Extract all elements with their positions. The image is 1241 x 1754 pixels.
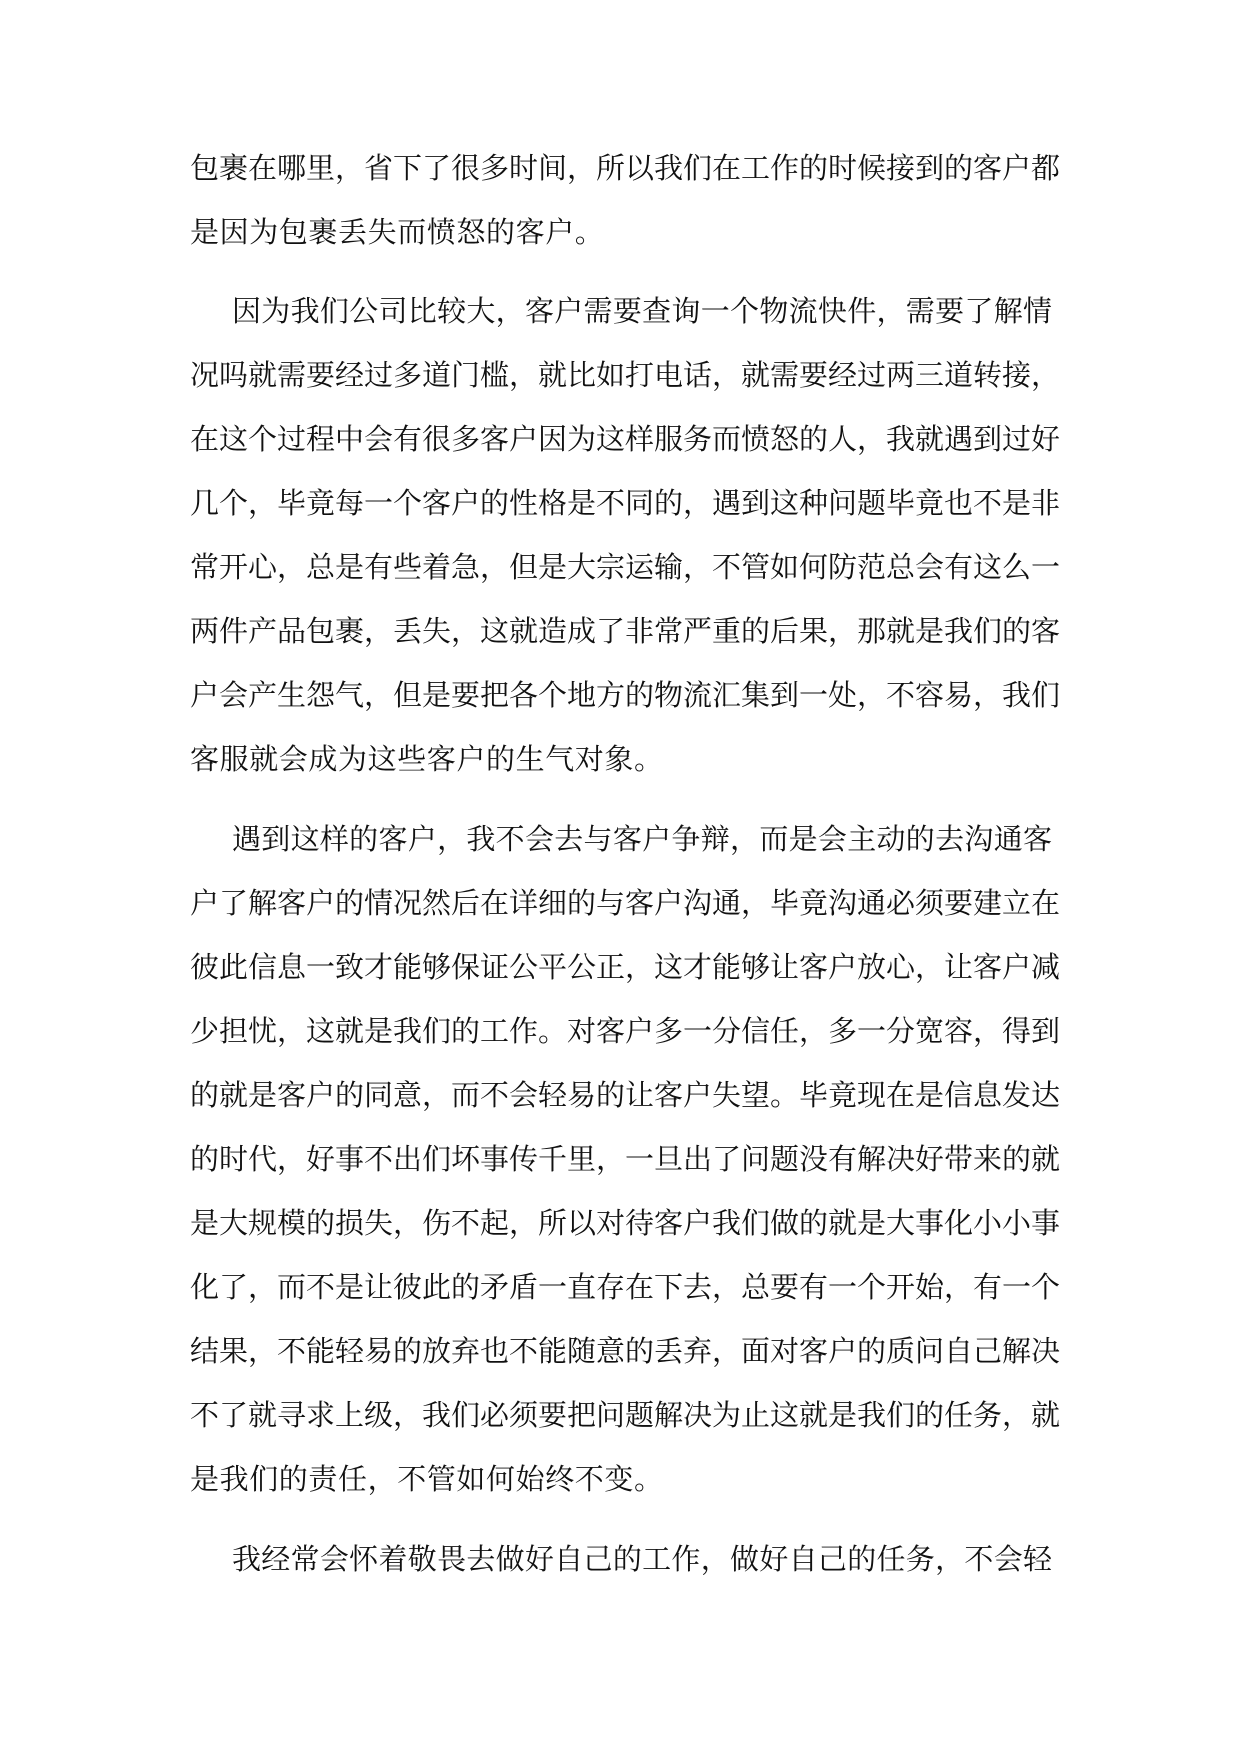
text-line: 彼此信息一致才能够保证公平公正，这才能够让客户放心，让客户减 (190, 950, 1061, 984)
text-line: 在这个过程中会有很多客户因为这样服务而愤怒的人，我就遇到过好 (190, 422, 1061, 456)
text-line: 是我们的责任，不管如何始终不变。 (190, 1462, 664, 1496)
text-line: 的时代，好事不出们坏事传千里，一旦出了问题没有解决好带来的就 (190, 1142, 1061, 1176)
text-line: 几个，毕竟每一个客户的性格是不同的，遇到这种问题毕竟也不是非 (190, 486, 1061, 520)
text-line: 的就是客户的同意，而不会轻易的让客户失望。毕竟现在是信息发达 (190, 1078, 1061, 1112)
text-line: 户了解客户的情况然后在详细的与客户沟通，毕竟沟通必须要建立在 (190, 886, 1061, 920)
text-line: 两件产品包裹，丢失，这就造成了非常严重的后果，那就是我们的客 (190, 614, 1061, 648)
text-line: 是大规模的损失，伤不起，所以对待客户我们做的就是大事化小小事 (190, 1206, 1061, 1240)
paragraph-first-line: 我经常会怀着敬畏去做好自己的工作，做好自己的任务，不会轻 (232, 1542, 1052, 1576)
paragraph-first-line: 遇到这样的客户，我不会去与客户争辩，而是会主动的去沟通客 (232, 822, 1052, 856)
text-line: 结果，不能轻易的放弃也不能随意的丢弃，面对客户的质问自己解决 (190, 1334, 1061, 1368)
text-line: 是因为包裹丢失而愤怒的客户。 (190, 215, 605, 249)
text-line: 户会产生怨气，但是要把各个地方的物流汇集到一处，不容易，我们 (190, 678, 1061, 712)
text-line: 客服就会成为这些客户的生气对象。 (190, 742, 664, 776)
text-line: 常开心，总是有些着急，但是大宗运输，不管如何防范总会有这么一 (190, 550, 1061, 584)
text-line: 少担忧，这就是我们的工作。对客户多一分信任，多一分宽容，得到 (190, 1014, 1061, 1048)
text-line: 化了，而不是让彼此的矛盾一直存在下去，总要有一个开始，有一个 (190, 1270, 1061, 1304)
text-line: 不了就寻求上级，我们必须要把问题解决为止这就是我们的任务，就 (190, 1398, 1061, 1432)
text-line: 包裹在哪里，省下了很多时间，所以我们在工作的时候接到的客户都 (190, 151, 1061, 185)
text-line: 况吗就需要经过多道门槛，就比如打电话，就需要经过两三道转接， (190, 358, 1061, 392)
paragraph-first-line: 因为我们公司比较大，客户需要查询一个物流快件，需要了解情 (232, 294, 1052, 328)
